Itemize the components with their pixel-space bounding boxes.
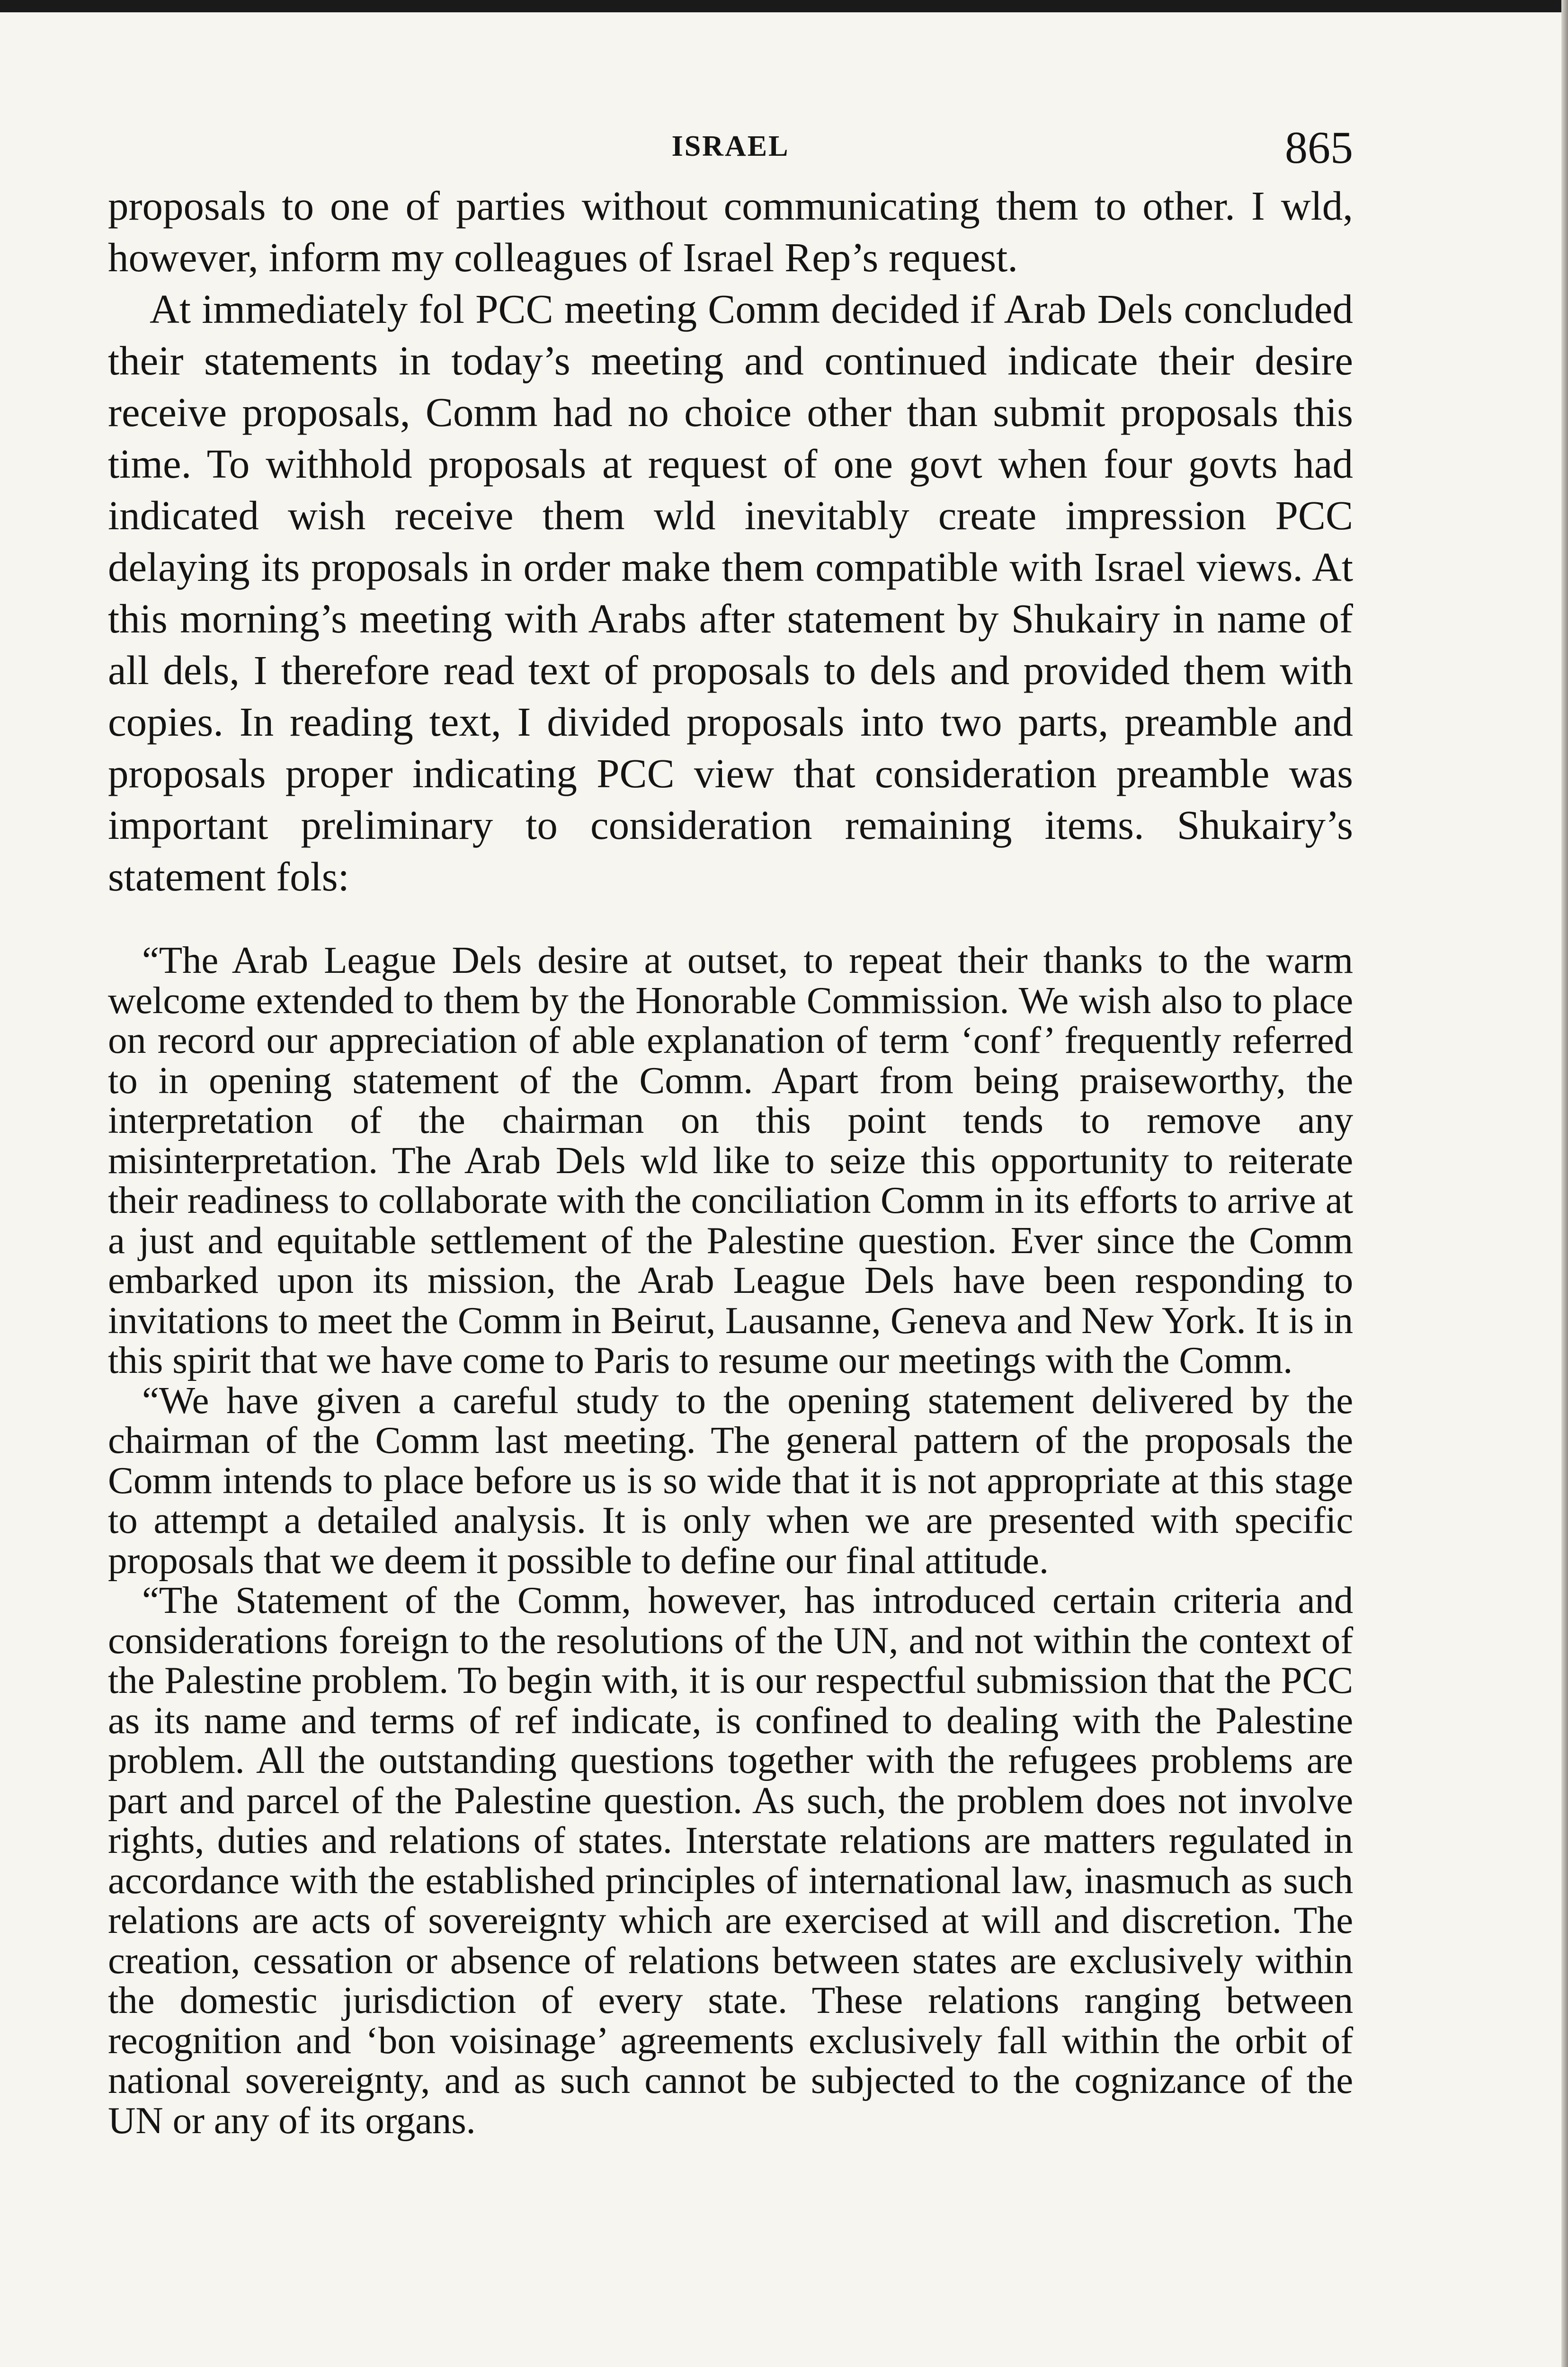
quote-paragraph-1: “The Arab League Dels desire at outset, to repeat their thanks to the warm welcome extended to them by the Honorable Commission. We wish also to place on record our appreciation of able explanation of term ‘conf’ frequently referred to in opening statement of the Comm. Apart from being praiseworthy, the interpretation of the chairman on this point tends to remove any misinterpretation. The Arab Dels wld like to seize this opportunity to reiterate their readiness to collaborate with the conciliation Comm in its efforts to arrive at a just and equitable settlement of the Palestine question. Ever since the Comm embarked upon its mission, the Arab League Dels have been responding to invitations to meet the Comm in Beirut, Lausanne, Geneva and New York. It is in this spirit that we have come to Paris to resume our meetings with the Comm. [108,939,1353,1381]
page-number: 865 [1285,122,1353,173]
scan-top-border [0,0,1568,12]
body-text [108,180,1353,902]
quote-paragraph-2: “We have given a careful study to the opening statement delivered by the chairman of the Comm last meeting. The general pattern of the proposals the Comm intends to place before us is so wide that it is not appropriate at this stage to attempt a detailed analysis. It is only when we are presented with specific proposals that we deem it possible to define our final attitude. [108,1379,1353,1582]
running-title: ISRAEL [671,130,790,162]
block-quote [108,940,1353,2140]
quote-paragraph-3: “The Statement of the Comm, however, has introduced certain criteria and considerations foreign to the resolutions of the UN, and not within the context of the Palestine problem. To begin with, it is our respectful submission that the PCC as its name and terms of ref indicate, is confined to dealing with the Palestine problem. All the outstanding questions together with the refugees problems are part and parcel of the Palestine question. As such, the problem does not involve rights, duties and relations of states. Interstate relations are matters regulated in accordance with the established principles of international law, inasmuch as such relations are acts of sovereignty which are exercised at will and discretion. The creation, cessation or absence of relations between states are exclusively within the domestic jurisdiction of every state. These relations ranging between recognition and ‘bon voisinage’ agreements exclusively fall within the orbit of national sovereignty, and as such cannot be subjected to the cognizance of the UN or any of its organs. [108,1579,1353,2142]
running-head [108,114,1353,180]
document-page [108,114,1353,2140]
body-paragraph-2: At immediately fol PCC meeting Comm decided if Arab Dels concluded their statements in today’s meeting and continued indicate their desire receive proposals, Comm had no choice other than submit proposals this time. To withhold proposals at request of one govt when four govts had indicated wish receive them wld inevitably create impression PCC delaying its proposals in order make them compatible with Israel views. At this morning’s meeting with Arabs after statement by Shukairy in name of all dels, I therefore read text of proposals to dels and provided them with copies. In reading text, I divided proposals into two parts, preamble and proposals proper indicating PCC view that consideration preamble was important preliminary to consideration remaining items. Shukairy’s statement fols: [108,286,1353,899]
body-paragraph-1: proposals to one of parties without communicating them to other. I wld, however, inform my colleagues of Israel Rep’s request. [108,183,1353,280]
scan-right-edge [1561,0,1568,2367]
